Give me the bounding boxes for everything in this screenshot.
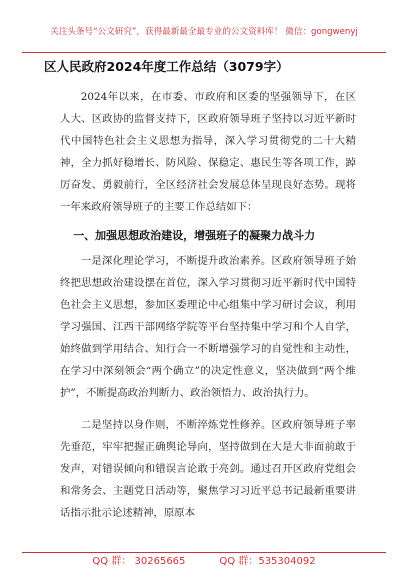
intro-paragraph: 2024年以来，在市委、市政府和区委的坚强领导下，在区人大、区政协的监督支持下，区政府领导班子坚持以习近平新时代中国特色社会主义思想为指导，深入学习贯彻党的二十大精神，全力抓好稳增长、防风险、保稳定、惠民生等各项工作，踔厉奋发、勇毅前行，全区经济社会发展总体呈现良好态势。现将一年来政府领导班子的主要工作总结如下： [60,91,356,213]
header-banner-text: 关注头条号“公文研究”，获得最新最全最专业的公文资料库！ 微信：gongwenyj [50,27,358,37]
document-title: 区人民政府2024年度工作总结（3079字） [44,59,289,74]
footer [0,554,408,570]
footer-divider [22,552,386,553]
footer-qq-group-2: QQ 群：535304092 [219,556,316,567]
section1-paragraph-2: 二是坚持以身作则，不断淬炼党性修养。区政府领导班子率先垂范，牢牢把握正确舆论导向，坚持做到在大是大非面前敢于发声，对错误倾向和错误言论敢于亮剑。通过召开区政府党组会和常务会、主题党日活动等，聚焦学习习近平总书记最新重要讲话指示批示论述精神，原原本 [60,419,356,519]
footer-qq-group-1: QQ 群： 30265665 [92,556,186,567]
header-banner [16,8,392,46]
section-heading-1: 一、加强思想政治建设，增强班子的凝聚力战斗力 [73,229,316,242]
section1-paragraph-1: 一是深化理论学习，不断提升政治素养。区政府领导班子始终把思想政治建设摆在首位，深入学习贯彻习近平新时代中国特色社会主义思想，参加区委理论中心组集中学习研讨会议，利用学习强国、江西干部网络学院等平台坚持集中学习和个人自学，始终做到学用结合、知行合一不断增强学习的自觉性和主动性，在学习中深刻领会“两个确立”的决定性意义，坚决做到“两个维护”，不断提高政治判断力、政治领悟力、政治执行力。 [60,255,356,399]
header-divider [22,52,386,53]
